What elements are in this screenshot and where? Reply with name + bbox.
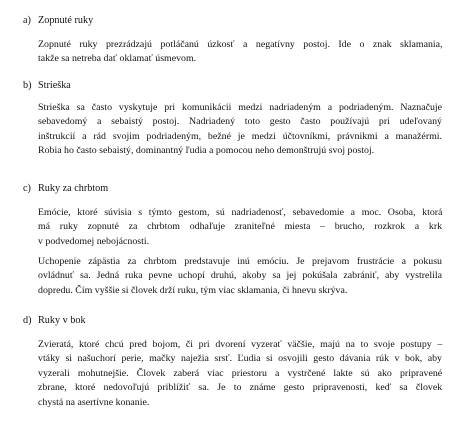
section-c-paragraph-1 <box>38 206 442 249</box>
section-a-paragraph-1 <box>38 38 442 67</box>
section-d-paragraph-1 <box>38 338 442 410</box>
section-d-heading <box>23 315 86 327</box>
section-a-title: Zopnuté ruky <box>38 15 94 26</box>
paragraph-line: v podvedomej nebojácnosti. <box>38 235 150 247</box>
section-c-heading <box>23 183 108 195</box>
paragraph-line: inštrukcií a rád svojim podriadeným, bežné je medzi účtovníkmi, právnikmi a manažérmi. <box>38 130 442 142</box>
section-b-letter: b) <box>23 80 32 91</box>
section-c-title: Ruky za chrbtom <box>38 183 109 194</box>
paragraph-line: sebavedomý a sebaistý postoj. Nadriadený toto gesto často používajú pri udeľovaný <box>38 116 442 128</box>
paragraph-line: vyzerali mohutnejšie. Človek zaberá viac priestoru a vystrčené lakte sú ako pripravené <box>38 367 443 379</box>
section-b-heading <box>23 80 71 92</box>
paragraph-line: Uchopenie zápästia za chrbtom predstavuje inú emóciu. Je prejavom frustrácie a pokusu <box>38 256 442 267</box>
paragraph-line: Robia ho často sebaistý, dominantný ľudia a pomocou neho demonštrujú svoj postoj. <box>38 145 375 157</box>
section-a-heading <box>23 15 93 27</box>
section-b-title: Strieška <box>38 80 71 91</box>
paragraph-line: zbrane, ktoré nedovoľujú priblížiť sa. Je to známe gesto pripravenosti, keď sa človek <box>38 382 443 394</box>
paragraph-line: Zvieratá, ktoré chcú pred bojom, či pri dvorení vyzerať väčšie, majú na to svoje postupy – <box>38 339 443 350</box>
section-b-paragraph-1 <box>38 101 442 159</box>
section-a-letter: a) <box>23 15 31 26</box>
paragraph-line: ovládnuť sa. Jedná ruka pevne uchopí druhú, akoby sa jej pokúšala zabrániť, aby vystrelila <box>38 270 442 282</box>
paragraph-line: Zopnuté ruky prezrádzajú potláčanú úzkosť a negatívny postoj. Ide o znak sklamania, <box>38 39 443 50</box>
paragraph-line: Emócie, ktoré súvisia s týmto gestom, sú nadriadenosť, sebavedomie a moc. Osoba, ktorá <box>38 207 443 218</box>
section-d-letter: d) <box>23 315 32 326</box>
paragraph-line: takže sa netreba dať oklamať úsmevom. <box>38 53 197 65</box>
paragraph-line: dopredu. Čím vyššie si človek drží ruku, tým viac sklamania, či hnevu skrýva. <box>38 284 348 296</box>
section-d-title: Ruky v bok <box>38 315 86 326</box>
paragraph-line: chystá na asertívne konanie. <box>38 396 150 408</box>
paragraph-line: Strieška sa často vyskytuje pri komunikácii medzi nadriadeným a podriadeným. Naznačuje <box>38 102 443 113</box>
paragraph-line: vtáky si našuchorí perie, mačky naježia srsť. Ľudia si osvojili gesto dávania rúk v bok, aby <box>38 353 442 365</box>
section-c-paragraph-2 <box>38 255 442 298</box>
section-c-letter: c) <box>23 183 31 194</box>
paragraph-line: má ruky zopnuté za chrbtom odhaľuje zraniteľné miesta – brucho, rozkrok a krk <box>38 221 443 233</box>
